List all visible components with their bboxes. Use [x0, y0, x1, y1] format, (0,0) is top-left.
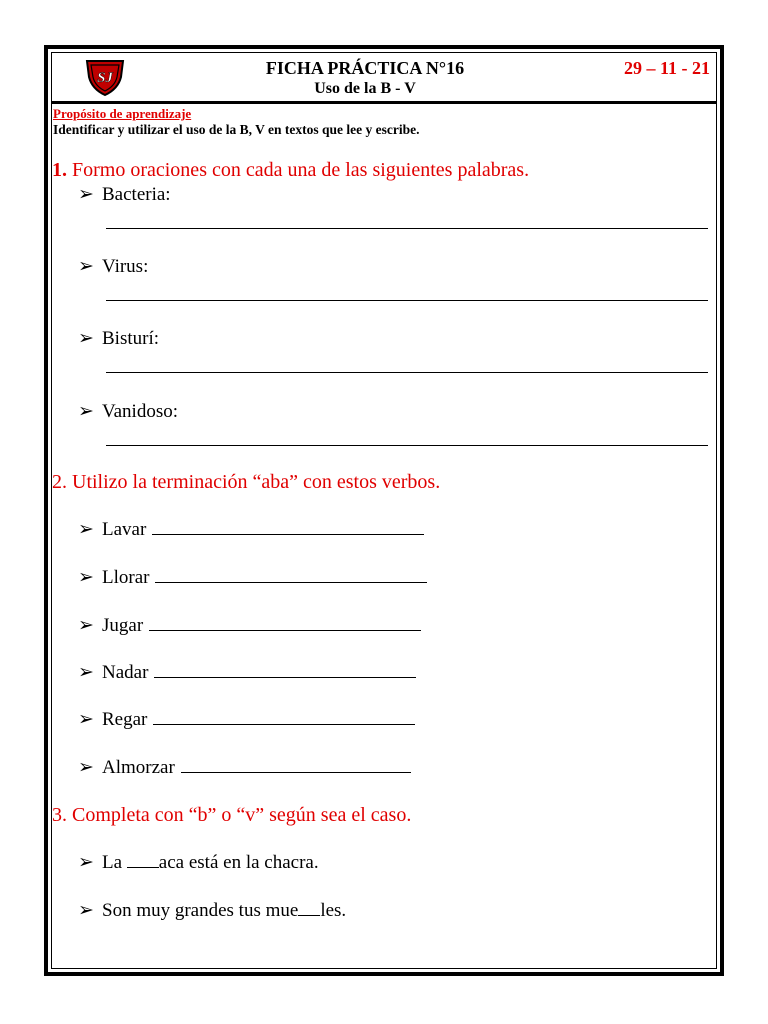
question-3-number: 3. [52, 804, 67, 826]
school-shield-icon [84, 57, 126, 97]
question-3 [52, 804, 411, 827]
arrowhead-bullet-icon: ➢ [78, 256, 94, 277]
purpose-text: Identificar y utilizar el uso de la B, V en textos que lee y escribe. [53, 122, 420, 137]
arrowhead-bullet-icon: ➢ [78, 401, 94, 422]
question-2 [52, 471, 440, 494]
letter-blank[interactable] [298, 901, 320, 916]
arrowhead-bullet-icon: ➢ [78, 615, 94, 636]
word-item-vanidoso: ➢ Vanidoso: [78, 401, 178, 422]
arrowhead-bullet-icon: ➢ [78, 709, 94, 730]
verb-answer-line[interactable] [154, 663, 416, 678]
verb-answer-line[interactable] [181, 758, 411, 773]
arrowhead-bullet-icon: ➢ [78, 900, 94, 921]
question-1-text: Formo oraciones con cada una de las siguientes palabras. [72, 159, 530, 181]
verb-answer-line[interactable] [149, 616, 421, 631]
arrowhead-bullet-icon: ➢ [78, 328, 94, 349]
header-divider [52, 101, 716, 104]
question-3-text: Completa con “b” o “v” según sea el caso. [72, 804, 412, 826]
arrowhead-bullet-icon: ➢ [78, 757, 94, 778]
word-item-bacteria: ➢ Bacteria: [78, 184, 171, 205]
arrowhead-bullet-icon: ➢ [78, 852, 94, 873]
arrowhead-bullet-icon: ➢ [78, 519, 94, 540]
answer-line-virus[interactable] [106, 300, 708, 301]
word-item-virus: ➢ Virus: [78, 256, 149, 277]
verb-item-almorzar: ➢ Almorzar [78, 756, 411, 779]
worksheet-title: FICHA PRÁCTICA N°16 [265, 58, 465, 78]
verb-item-nadar: ➢ Nadar [78, 661, 416, 684]
sentence-item-2: ➢ Son muy grandes tus mue les. [78, 900, 347, 921]
letter-blank[interactable] [127, 853, 159, 868]
svg-text:SJ: SJ [97, 70, 113, 86]
verb-answer-line[interactable] [155, 568, 427, 583]
question-1-number: 1. [52, 159, 67, 181]
worksheet-date: 29 – 11 - 21 [623, 58, 710, 78]
verb-answer-line[interactable] [153, 710, 415, 725]
answer-line-bisturi[interactable] [106, 372, 708, 373]
question-2-number: 2. [52, 471, 67, 493]
verb-answer-line[interactable] [152, 520, 424, 535]
arrowhead-bullet-icon: ➢ [78, 662, 94, 683]
answer-line-bacteria[interactable] [106, 228, 708, 229]
verb-item-jugar: ➢ Jugar [78, 614, 421, 637]
answer-line-vanidoso[interactable] [106, 445, 708, 446]
arrowhead-bullet-icon: ➢ [78, 567, 94, 588]
worksheet-subtitle: Uso de la B - V [314, 80, 416, 97]
verb-item-regar: ➢ Regar [78, 708, 415, 731]
verb-item-llorar: ➢ Llorar [78, 566, 427, 589]
purpose-label: Propósito de aprendizaje [53, 106, 192, 121]
question-2-text: Utilizo la terminación “aba” con estos verbos. [72, 471, 441, 493]
sentence-item-1: ➢ La aca está en la chacra. [78, 852, 319, 873]
verb-item-lavar: ➢ Lavar [78, 518, 424, 541]
question-1 [52, 159, 529, 182]
word-item-bisturi: ➢ Bisturí: [78, 328, 160, 349]
arrowhead-bullet-icon: ➢ [78, 184, 94, 205]
